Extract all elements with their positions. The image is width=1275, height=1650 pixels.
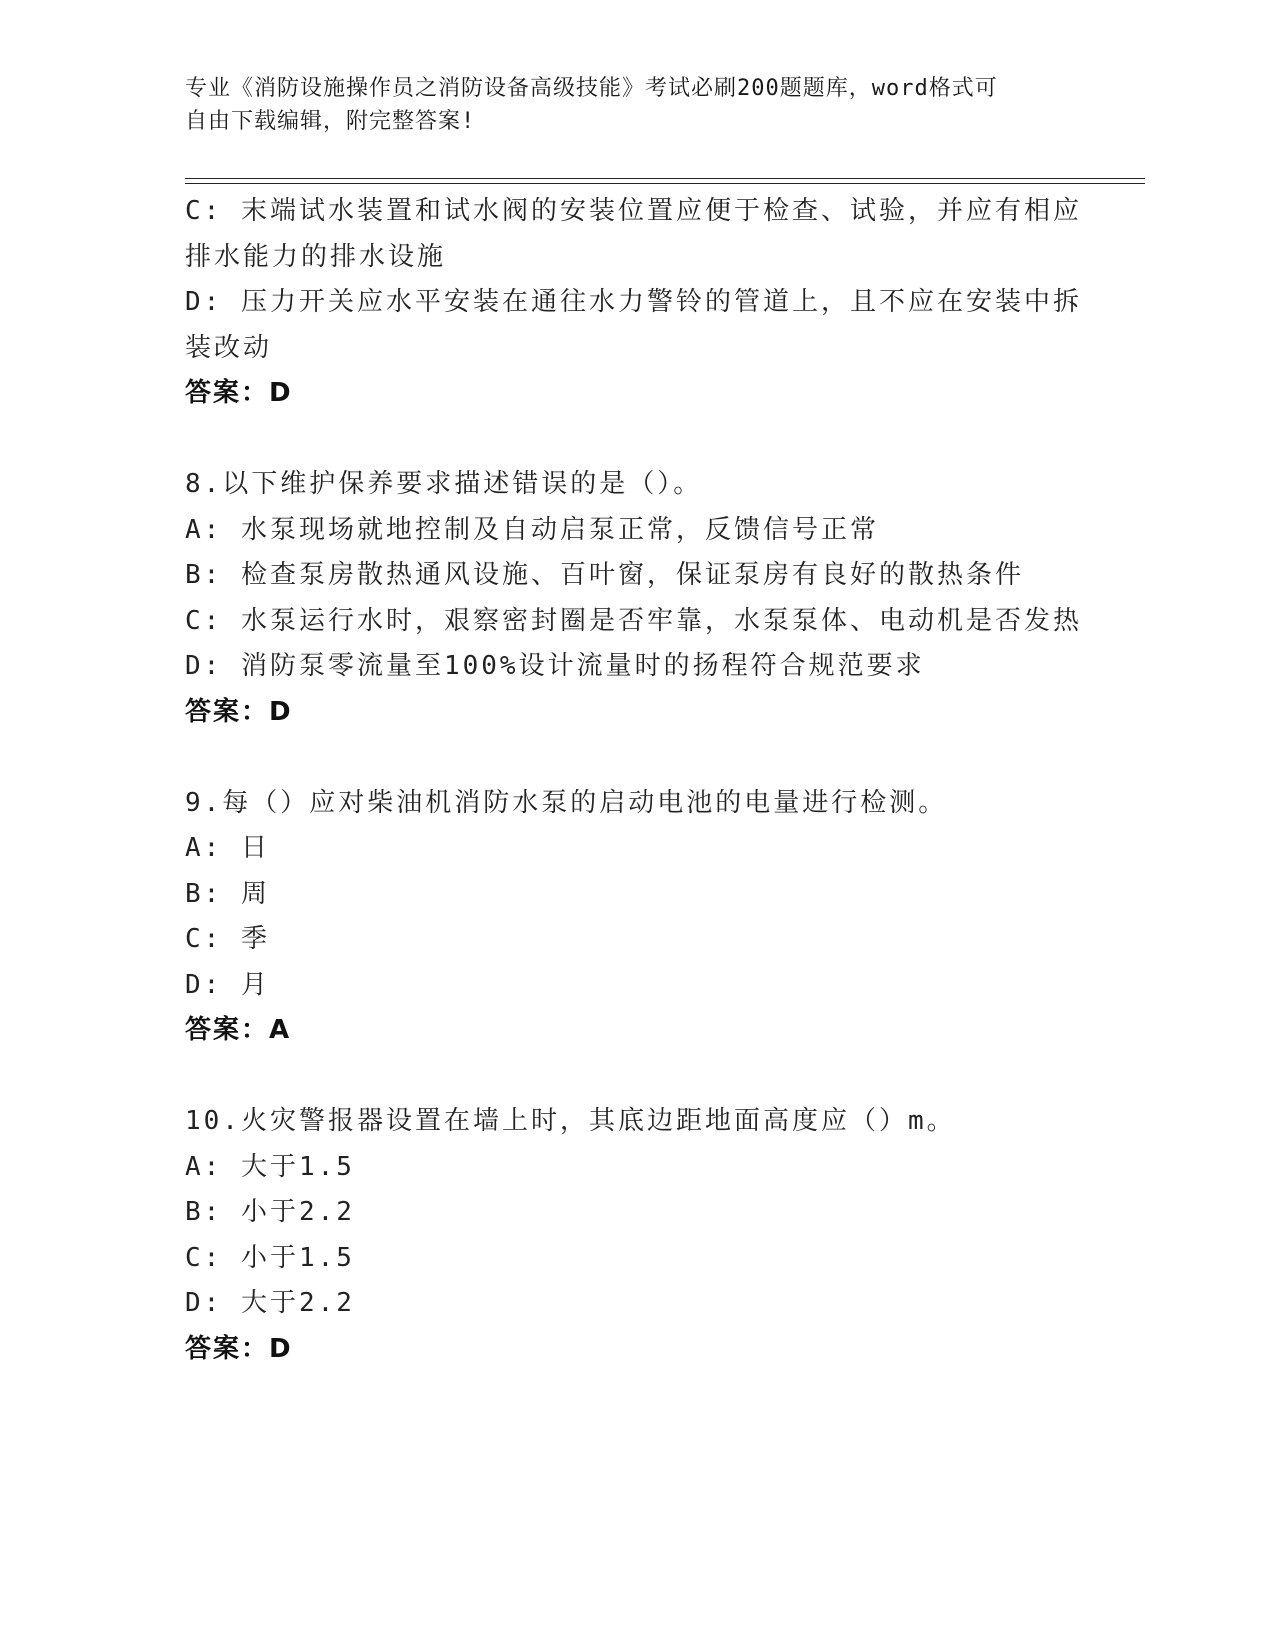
question-8 [185,462,1085,735]
option-d: D: 月 [185,969,270,1000]
answer-10: 答案：D [185,1333,293,1364]
spacer [185,735,1085,781]
option-c-line-1: C: 末端试水装置和试水阀的安装位置应便于检查、试验，并应有相应 [185,196,1082,226]
option-b: B: 小于2.2 [185,1197,355,1227]
header-title-line-2: 自由下载编辑，附完整答案! [185,109,476,134]
document-body [185,189,1085,1372]
option-b: B: 周 [185,878,270,909]
answer-8: 答案：D [185,696,293,727]
spacer [185,417,1085,463]
question-stem: 10.火灾警报器设置在墙上时，其底边距地面高度应（）m。 [185,1106,956,1136]
option-a: A: 日 [185,833,270,863]
header-divider-top [185,178,1145,179]
document-header [185,72,1065,138]
option-d: D: 大于2.2 [185,1288,355,1318]
question-10 [185,1099,1085,1372]
option-c: C: 季 [185,924,270,954]
option-d: D: 消防泵零流量至100%设计流量时的扬程符合规范要求 [185,651,925,681]
answer-7: 答案：D [185,378,293,408]
option-b: B: 检查泵房散热通风设施、百叶窗，保证泵房有良好的散热条件 [185,560,1024,590]
option-d-line-1: D: 压力开关应水平安装在通往水力警铃的管道上，且不应在安装中拆 [185,287,1082,317]
option-c-line-2: 排水能力的排水设施 [185,241,447,272]
option-c: C: 小于1.5 [185,1242,355,1273]
header-title-line-1: 专业《消防设施操作员之消防设备高级技能》考试必刷200题题库，word格式可 [185,76,998,101]
option-d-line-2: 装改动 [185,332,273,363]
option-a: A: 水泵现场就地控制及自动启泵正常，反馈信号正常 [185,514,879,545]
spacer [185,1054,1085,1100]
question-stem: 9.每（）应对柴油机消防水泵的启动电池的电量进行检测。 [185,787,948,818]
question-9 [185,781,1085,1054]
question-stem: 8.以下维护保养要求描述错误的是（）。 [185,469,703,499]
header-divider-bottom [185,183,1145,184]
option-a: A: 大于1.5 [185,1151,355,1182]
answer-9: 答案：A [185,1015,292,1045]
question-7-continuation [185,189,1085,417]
option-c: C: 水泵运行水时，艰察密封圈是否牢靠，水泵泵体、电动机是否发热 [185,605,1082,636]
